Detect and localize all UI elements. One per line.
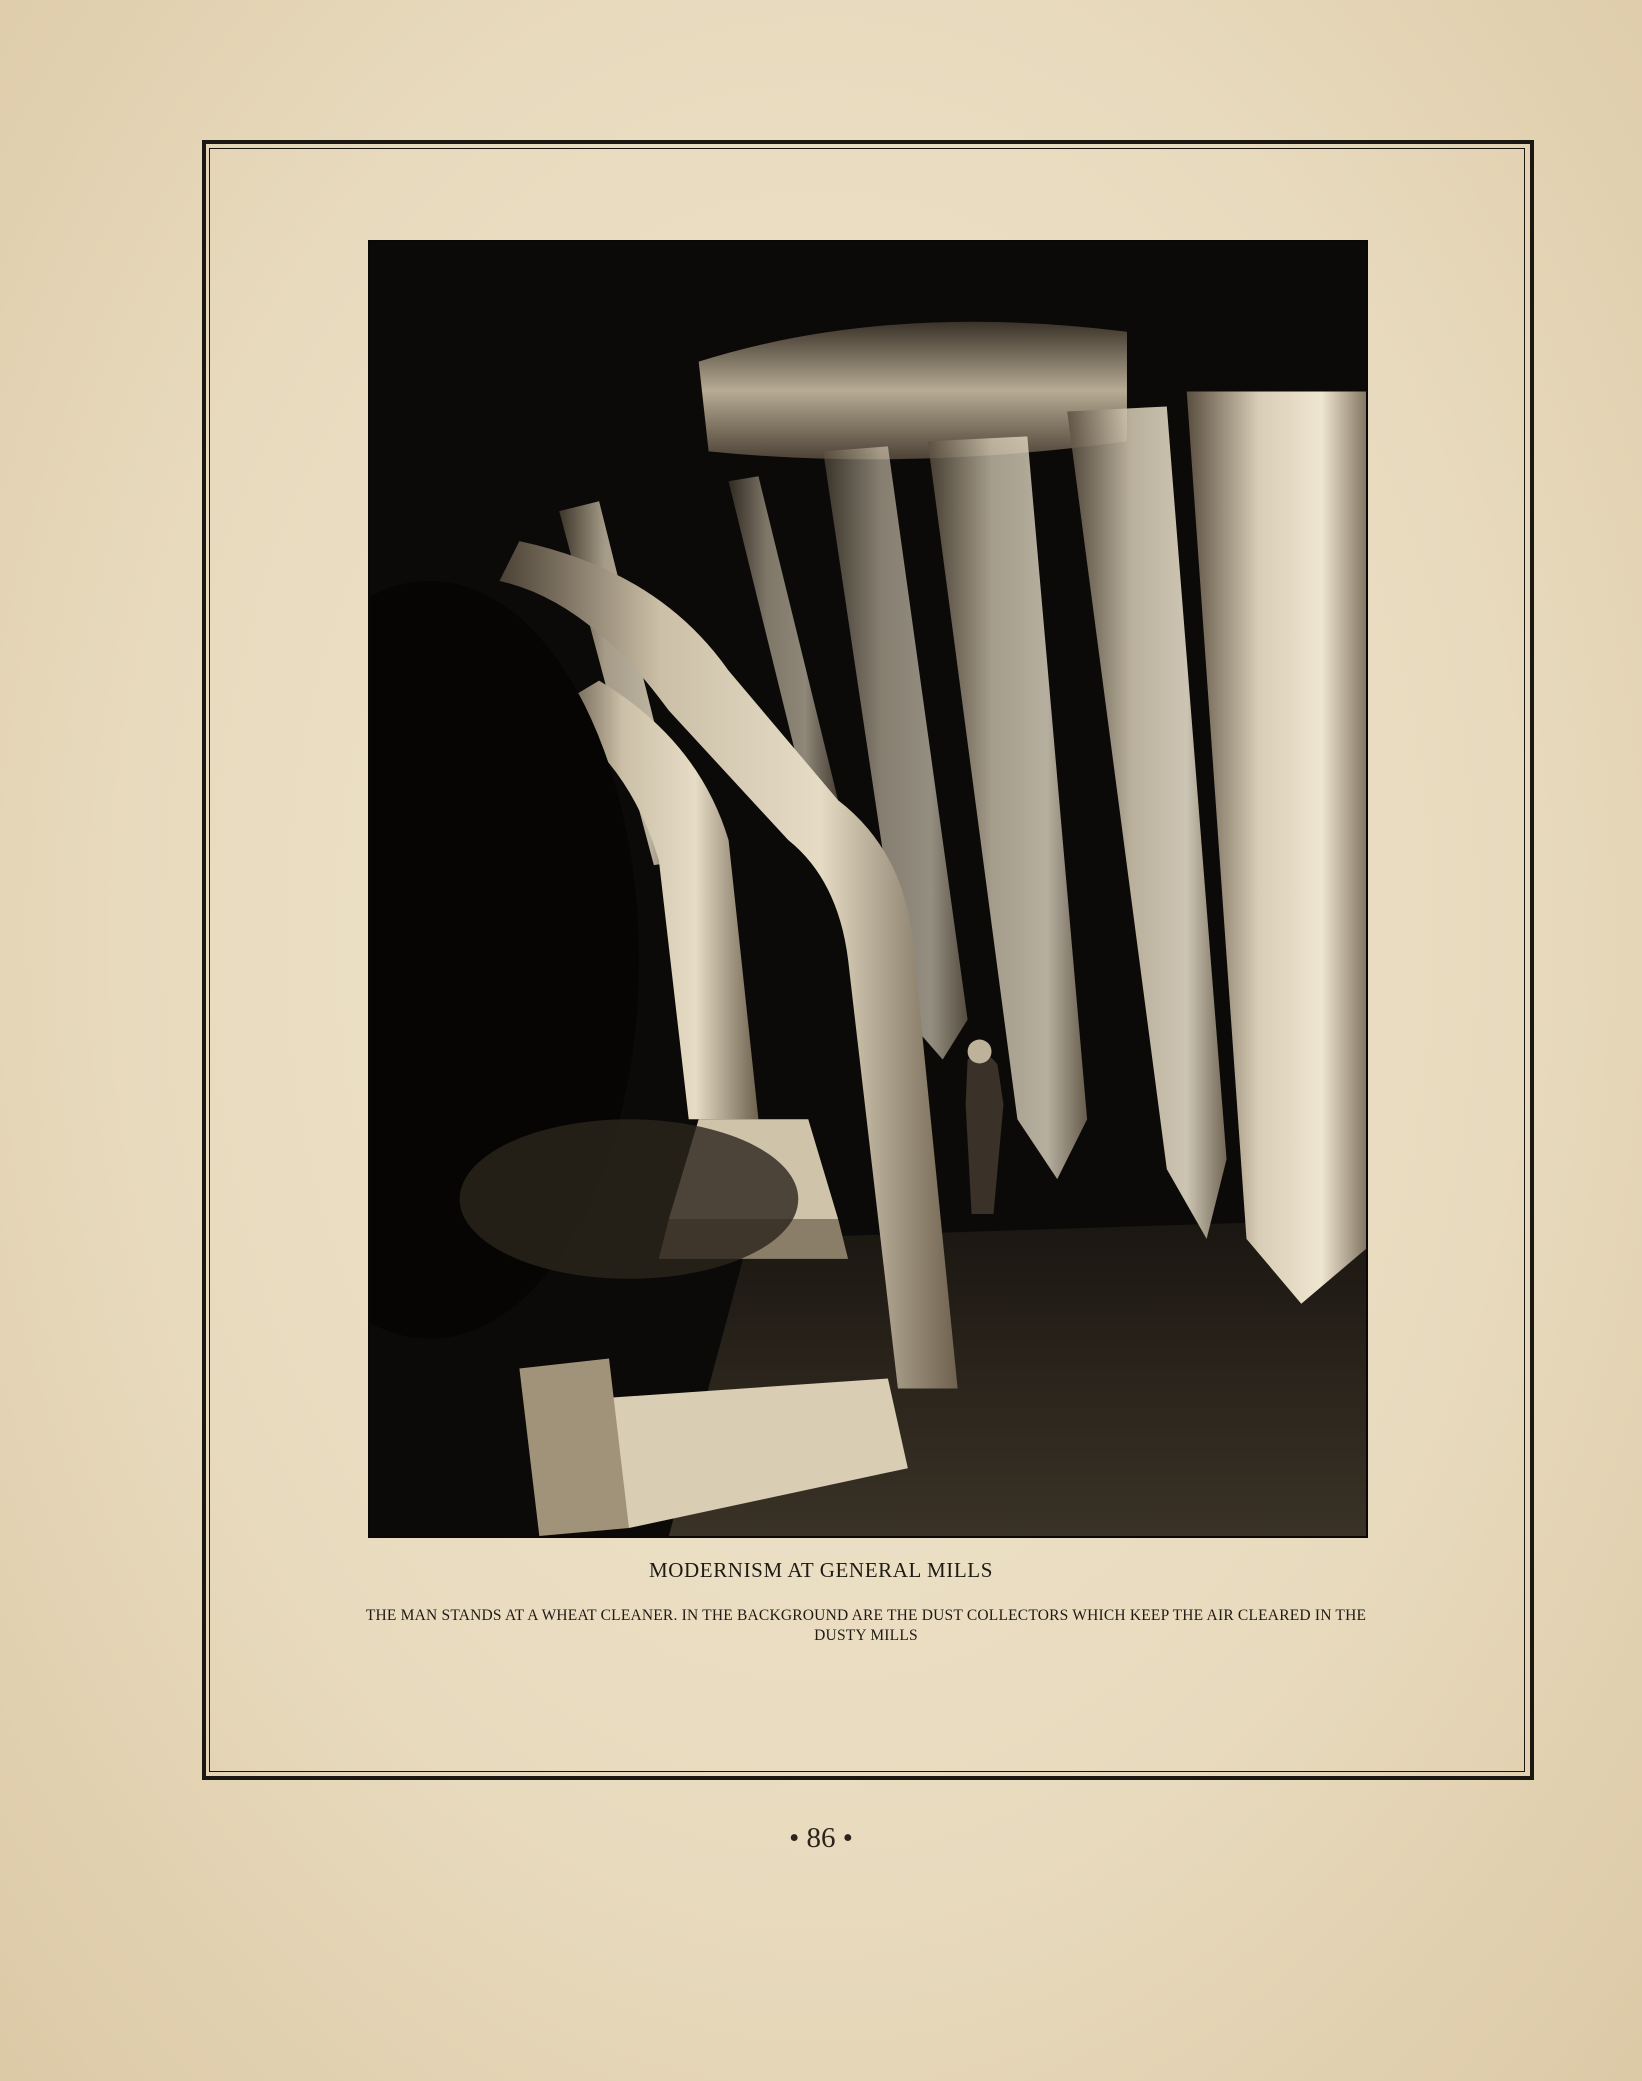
caption-text: THE MAN STANDS AT A WHEAT CLEANER. IN THE BACKGROUND ARE THE DUST COLLECTORS WHICH KEEP THE AIR CLEARED IN THE DUSTY MILLS (365, 1607, 1367, 1644)
page-number: • 86 • (789, 1822, 853, 1854)
mill-photograph (368, 240, 1368, 1538)
caption-title: MODERNISM AT GENERAL MILLS (648, 1558, 994, 1582)
